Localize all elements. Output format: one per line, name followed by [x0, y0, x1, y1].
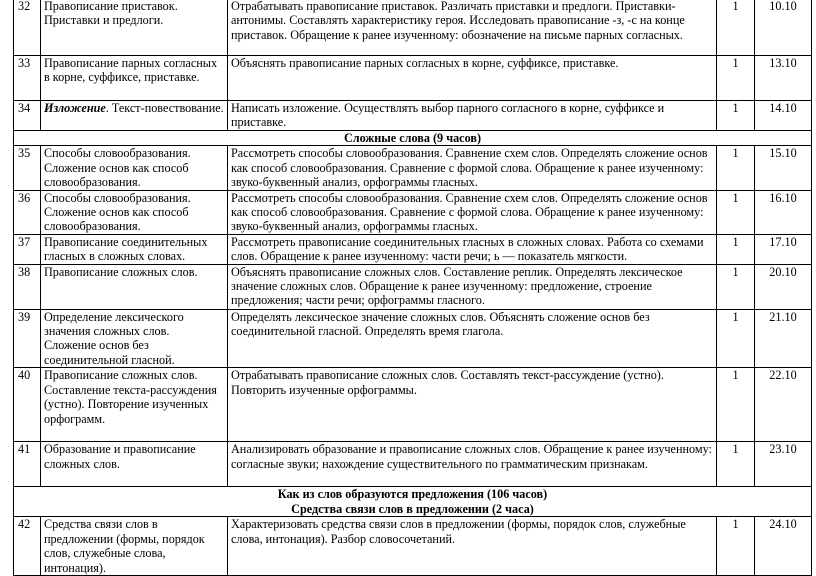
section-title: Как из слов образуются предложения (106 часов): [277, 487, 548, 502]
lesson-topic: Средства связи слов в предложении (формы, порядок слов, служебные слова, интонация).: [41, 517, 228, 576]
lesson-date: 14.10: [755, 101, 812, 131]
lesson-topic: Способы словообразования. Сложение основ как способ словообразования.: [41, 190, 228, 234]
lesson-description: Анализировать образование и правописание сложных слов. Обращение к ранее изученному: согласные звуки; нахождение существительного по грамматическим признакам.: [228, 442, 717, 487]
lesson-topic: Способы словообразования. Сложение основ как способ словообразования.: [41, 146, 228, 190]
lesson-topic: Правописание соединительных гласных в сложных словах.: [41, 234, 228, 264]
lesson-date: 15.10: [755, 146, 812, 190]
lesson-number: 40: [14, 368, 41, 442]
table-row: [14, 146, 812, 190]
lesson-topic: Правописание сложных слов. Составление текста-рассуждения (устно). Повторение изученных орфограмм.: [41, 368, 228, 442]
table-row: [14, 190, 812, 234]
section-row: [14, 487, 812, 517]
section-row: [14, 131, 812, 146]
lesson-number: 39: [14, 309, 41, 368]
lesson-hours: 1: [717, 56, 755, 101]
lesson-topic: [41, 101, 228, 131]
table-row: [14, 234, 812, 264]
lesson-number: 36: [14, 190, 41, 234]
table-row: [14, 517, 812, 576]
lesson-description: Отрабатывать правописание сложных слов. Составлять текст-рассуждение (устно). Повторить изученные орфограммы.: [228, 368, 717, 442]
lesson-date: 16.10: [755, 190, 812, 234]
lesson-hours: 1: [717, 442, 755, 487]
lesson-description: Объяснять правописание сложных слов. Составление реплик. Определять лексическое значение сложных слов. Обращение к ранее изученному: предложение, строение предложения; части речи; орфограммы гласного.: [228, 264, 717, 309]
lesson-number: 41: [14, 442, 41, 487]
lesson-date: 24.10: [755, 517, 812, 576]
lesson-date: 21.10: [755, 309, 812, 368]
section-subtitle: Средства связи слов в предложении (2 часа): [291, 501, 534, 516]
lesson-hours: 1: [717, 234, 755, 264]
lesson-description: Рассмотреть правописание соединительных гласных в сложных словах. Работа со схемами слов. Обращение к ранее изученному: части речи; ь — показатель мягкости.: [228, 234, 717, 264]
lesson-date: 13.10: [755, 56, 812, 101]
lesson-description: Рассмотреть способы словообразования. Сравнение схем слов. Определять сложение основ как способ словообразования. Сравнение с формой слова. Обращение к ранее изученному: звуко-буквенный анализ, орфограммы гласных.: [228, 146, 717, 190]
lesson-date: 23.10: [755, 442, 812, 487]
lesson-number: 34: [14, 101, 41, 131]
lesson-topic: Правописание парных согласных в корне, суффиксе, приставке.: [41, 56, 228, 101]
lesson-hours: 1: [717, 517, 755, 576]
lesson-topic-rest: . Текст-повествование.: [105, 101, 224, 115]
lesson-date: 17.10: [755, 234, 812, 264]
table-row: [14, 309, 812, 368]
lesson-hours: 1: [717, 101, 755, 131]
lesson-description: Объяснять правописание парных согласных в корне, суффиксе, приставке.: [228, 56, 717, 101]
lesson-description: Написать изложение. Осуществлять выбор парного согласного в корне, суффиксе и приставке.: [228, 101, 717, 131]
table-row: [14, 101, 812, 131]
lesson-hours: 1: [717, 368, 755, 442]
lesson-description: Характеризовать средства связи слов в предложении (формы, порядок слов, служебные слова, интонация). Разбор словосочетаний.: [228, 517, 717, 576]
section-heading: Сложные слова (9 часов): [14, 131, 812, 146]
lesson-topic: Образование и правописание сложных слов.: [41, 442, 228, 487]
lesson-hours: 1: [717, 0, 755, 56]
lesson-number: 37: [14, 234, 41, 264]
lesson-topic: Правописание приставок. Приставки и предлоги.: [41, 0, 228, 56]
lesson-number: 42: [14, 517, 41, 576]
lesson-description: Отрабатывать правописание приставок. Различать приставки и предлоги. Приставки-антонимы. Составлять характеристику героя. Исследовать правописание -з, -с на конце приставок. Обращение к ранее изученному: обозначение на письме парных согласных.: [228, 0, 717, 56]
lesson-hours: 1: [717, 190, 755, 234]
table-row: [14, 442, 812, 487]
lesson-number: 33: [14, 56, 41, 101]
section-heading: [14, 487, 812, 517]
table-row: [14, 0, 812, 56]
lesson-description: Определять лексическое значение сложных слов. Объяснять сложение основ без соединительной гласной. Определять время глагола.: [228, 309, 717, 368]
lesson-hours: 1: [717, 146, 755, 190]
lesson-topic-emphasis: Изложение: [44, 101, 106, 115]
table-row: [14, 368, 812, 442]
lesson-hours: 1: [717, 309, 755, 368]
lesson-date: 22.10: [755, 368, 812, 442]
lesson-number: 32: [14, 0, 41, 56]
table-row: [14, 56, 812, 101]
lesson-description: Рассмотреть способы словообразования. Сравнение схем слов. Определять сложение основ как способ словообразования. Сравнение с формой слова. Обращение к ранее изученному: звуко-буквенный анализ, орфограммы гласных.: [228, 190, 717, 234]
lesson-number: 38: [14, 264, 41, 309]
lesson-topic: Определение лексического значения сложных слов. Сложение основ без соединительной гласной.: [41, 309, 228, 368]
lesson-topic: Правописание сложных слов.: [41, 264, 228, 309]
lesson-hours: 1: [717, 264, 755, 309]
lesson-date: 20.10: [755, 264, 812, 309]
lesson-plan-table: [13, 0, 812, 576]
table-row: [14, 264, 812, 309]
lesson-date: 10.10: [755, 0, 812, 56]
lesson-number: 35: [14, 146, 41, 190]
